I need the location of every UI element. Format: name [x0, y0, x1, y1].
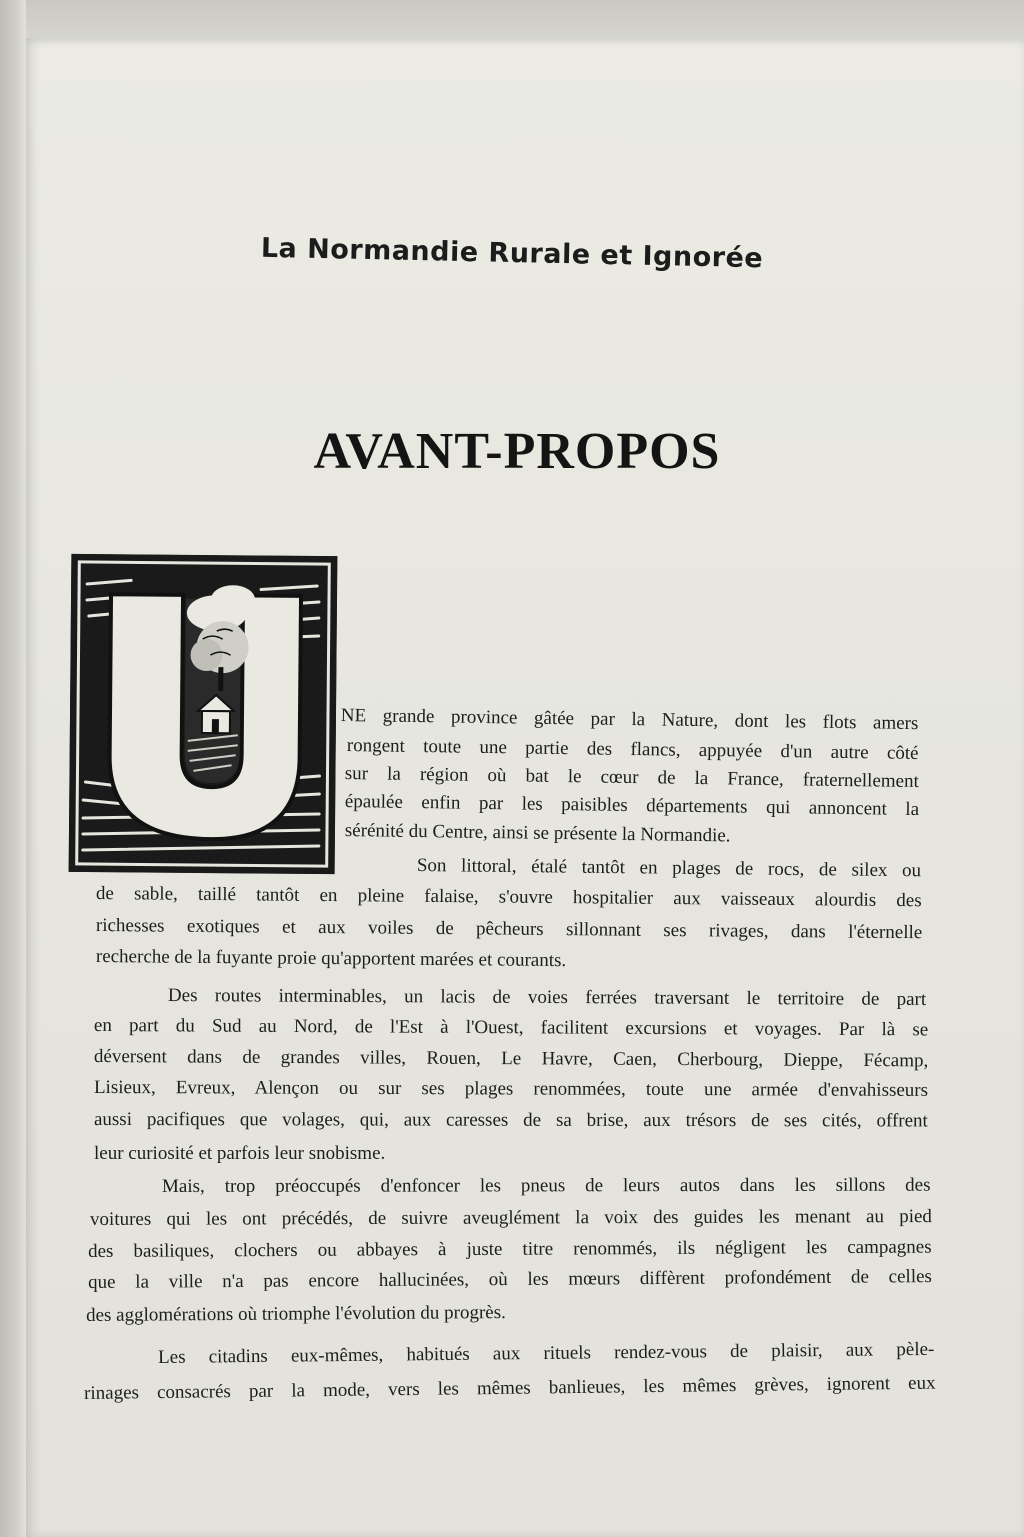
text-line: NE grande province gâtée par la Nature, dont les flots amers: [340, 705, 919, 735]
text-line: des agglomérations où triomphe l'évolution du progrès.: [85, 1302, 506, 1326]
text-line: voitures qui les ont précédés, de suivre aveuglément la voix des guides les menant au pied: [89, 1206, 932, 1230]
background-top: [0, 0, 1024, 40]
dropcap-woodcut-illustration: [69, 554, 338, 874]
text-line: rongent toute une partie des flancs, appuyée d'un autre côté: [346, 735, 919, 764]
text-line: déversent dans de grandes villes, Rouen, Le Havre, Caen, Cherbourg, Dieppe, Fécamp,: [93, 1046, 929, 1072]
text-line: que la ville n'a pas encore hallucinées, où les mœurs diffèrent profondément de celles: [87, 1266, 932, 1293]
text-line: Des routes interminables, un lacis de voies ferrées traversant le territoire de part: [167, 985, 927, 1010]
text-line: leur curiosité et parfois leur snobisme.: [94, 1143, 386, 1164]
text-line: Lisieux, Evreux, Alençon ou sur ses plages renommées, toute une armée d'envahisseurs: [93, 1077, 929, 1101]
text-line: sérénité du Centre, ainsi se présente la Normandie.: [344, 820, 731, 847]
text-line: en part du Sud au Nord, de l'Est à l'Ouest, facilitent excursions et voyages. Par là se: [93, 1015, 929, 1041]
text-line: sur la région où bat le cœur de la France, fraternellement: [344, 763, 919, 793]
text-line: épaulée enfin par les paisibles départements qui annoncent la: [344, 791, 920, 821]
text-line: rinages consacrés par la mode, vers les mêmes banlieues, les mêmes grèves, ignorent eux: [83, 1372, 936, 1404]
text-line: recherche de la fuyante proie qu'apportent marées et courants.: [95, 946, 567, 972]
text-line: aussi pacifiques que volages, qui, aux caresses de sa brise, aux trésors de ses cités, offrent: [93, 1109, 928, 1132]
text-line: Les citadins eux-mêmes, habitués aux rituels rendez-vous de plaisir, aux pèle-: [157, 1338, 935, 1368]
text-line: Mais, trop préoccupés d'enfoncer les pneus de leurs autos dans les sillons des: [161, 1174, 931, 1197]
text-line: Son littoral, étalé tantôt en plages de rocs, de silex ou: [416, 855, 922, 882]
chapter-title: AVANT-PROPOS: [313, 423, 721, 480]
running-title: La Normandie Rurale et Ignorée: [260, 232, 764, 275]
text-line: richesses exotiques et aux voiles de pêcheurs sillonnant ses rivages, dans l'éternelle: [95, 915, 923, 944]
text-line: de sable, taillé tantôt en pleine falaise, s'ouvre hospitalier aux vaisseaux alourdis des: [95, 883, 922, 912]
text-line: des basiliques, clochers ou abbayes à juste titre renommés, ils négligent les campagnes: [87, 1236, 932, 1262]
